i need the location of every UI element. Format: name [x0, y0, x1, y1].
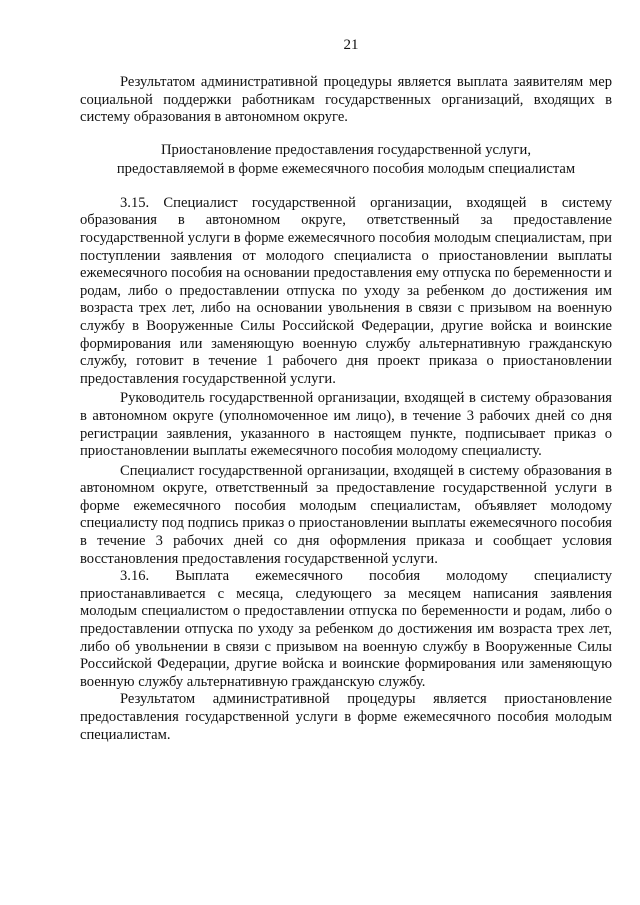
section-title-line-2: предоставляемой в форме ежемесячного пособия молодым специалистам: [116, 160, 576, 177]
paragraph-head-signs: Руководитель государственной организации, входящей в систему образования в автономном округе (уполномоченное им лицо), в течение 3 рабочих дней со дня регистрации заявления, указанного в настоящем пункте, подписывает приказ о приостановлении выплаты ежемесячного пособия молодому специалисту.: [80, 390, 612, 460]
intro-paragraph: Результатом административной процедуры является выплата заявителям мер социальной поддержки работникам государственных организаций, входящих в систему образования в автономном округе.: [80, 74, 612, 126]
page-number: 21: [343, 37, 359, 53]
section-title: [80, 141, 612, 179]
section-title-line-1: Приостановление предоставления государственной услуги,: [160, 141, 531, 158]
paragraph-result: Результатом административной процедуры является приостановление предоставления государственной услуги в форме ежемесячного пособия молодым специалистам.: [80, 691, 612, 743]
paragraph-3-15: 3.15. Специалист государственной организации, входящей в систему образования в автономном округе, ответственный за предоставление государственной услуги в форме ежемесячного пособия молодым специалистам, при поступлении заявления от молодого специалиста о приостановлении выплаты ежемесячного пособия на основании предоставления ему отпуска по беременности и родам, либо о предоставлении отпуска по уходу за ребенком до достижения им возраста трех лет, либо на основании увольнения в связи с призывом на военную службу в Вооруженные Силы Российской Федерации, другие войска и воинские формирования или заменяющую военную службу альтернативную гражданскую службу, готовит в течение 1 рабочего дня проект приказа о приостановлении предоставления государственной услуги.: [80, 194, 612, 387]
paragraph-specialist-announces: Специалист государственной организации, входящей в систему образования в автономном округе, ответственный за предоставление государственной услуги в форме ежемесячного пособия молодым специалистам, объявляет молодому специалисту под подпись приказ о приостановлении выплаты ежемесячного пособия в течение 3 рабочих дней со дня оформления приказа и сообщает условия восстановления предоставления государственной услуги.: [80, 462, 612, 567]
paragraph-3-16: 3.16. Выплата ежемесячного пособия молодому специалисту приостанавливается с месяца, следующего за месяцем написания заявления молодым специалистом о предоставлении отпуска по беременности и родам, либо о предоставлении отпуска по уходу за ребенком до достижения им возраста трех лет, либо об увольнении в связи с призывом на военную службу в Вооруженные Силы Российской Федерации, другие войска и воинские формирования или заменяющую военную службу альтернативную гражданскую службу.: [80, 568, 612, 690]
